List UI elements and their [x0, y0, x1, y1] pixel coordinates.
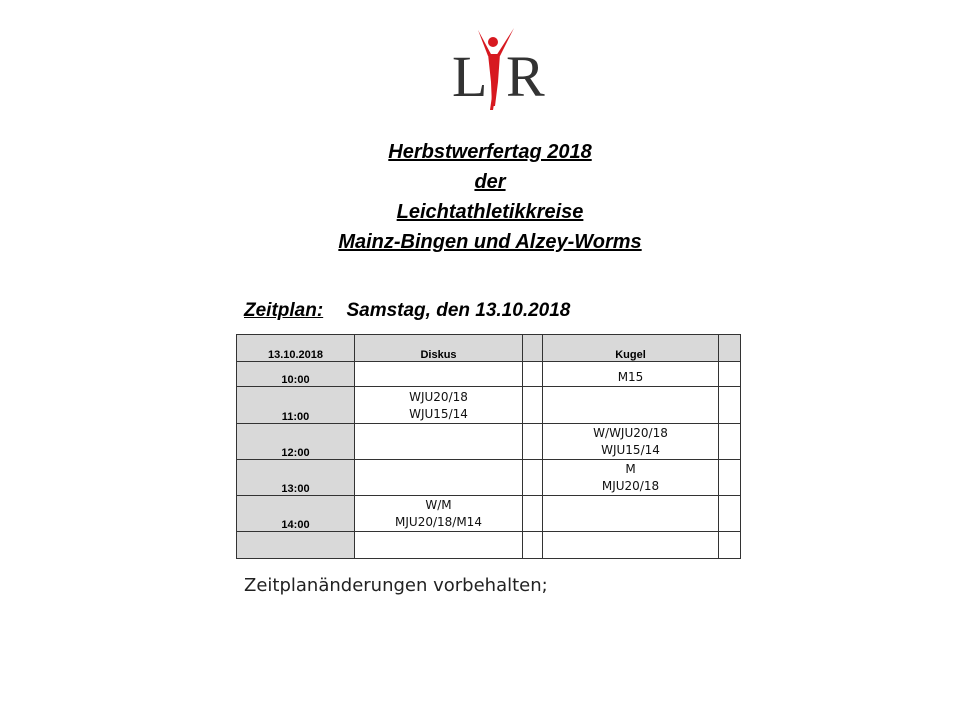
row-time — [237, 532, 355, 559]
logo-letter-r: R — [506, 44, 545, 109]
diskus-cell — [355, 532, 523, 559]
diskus-cell — [355, 460, 523, 496]
diskus-event: WJU20/18 — [409, 390, 468, 404]
spacer-cell — [523, 424, 543, 460]
spacer-cell — [523, 532, 543, 559]
table-row — [237, 532, 741, 559]
schedule-heading — [244, 300, 570, 322]
kugel-cell — [543, 387, 719, 424]
kugel-cell — [543, 460, 719, 496]
logo-letter-l: L — [452, 44, 488, 109]
spacer-cell — [719, 460, 741, 496]
header-diskus: Diskus — [355, 335, 523, 362]
header-spacer-1 — [523, 335, 543, 362]
title-line-2: der — [474, 171, 506, 193]
title-line-3: Leichtathletikkreise — [396, 201, 584, 223]
diskus-cell — [355, 424, 523, 460]
row-time: 11:00 — [237, 387, 355, 424]
footer-note: Zeitplanänderungen vorbehalten; — [244, 575, 548, 596]
spacer-cell — [719, 387, 741, 424]
header-spacer-2 — [719, 335, 741, 362]
spacer-cell — [523, 387, 543, 424]
row-time: 13:00 — [237, 460, 355, 496]
table-row — [237, 460, 741, 496]
kugel-cell — [543, 362, 719, 387]
diskus-event: W/M — [425, 498, 452, 512]
kugel-cell — [543, 424, 719, 460]
spacer-cell — [719, 362, 741, 387]
kugel-cell — [543, 496, 719, 532]
schedule-label: Zeitplan: — [244, 300, 324, 321]
kugel-event: M15 — [617, 370, 644, 384]
spacer-cell — [523, 460, 543, 496]
kugel-event: WJU15/14 — [601, 443, 660, 457]
kugel-event: W/WJU20/18 — [593, 426, 668, 440]
spacer-cell — [719, 496, 741, 532]
spacer-cell — [523, 496, 543, 532]
title-line-4: Mainz-Bingen und Alzey-Worms — [338, 231, 642, 253]
header-kugel: Kugel — [543, 335, 719, 362]
diskus-cell — [355, 362, 523, 387]
row-time: 10:00 — [237, 362, 355, 387]
table-row — [237, 424, 741, 460]
spacer-cell — [523, 362, 543, 387]
kugel-event: M — [625, 462, 636, 476]
spacer-cell — [719, 424, 741, 460]
row-time: 12:00 — [237, 424, 355, 460]
table-row — [237, 496, 741, 532]
diskus-cell — [355, 387, 523, 424]
kugel-cell — [543, 532, 719, 559]
schedule-date: Samstag, den 13.10.2018 — [346, 300, 571, 321]
title-line-1: Herbstwerfertag 2018 — [388, 141, 592, 163]
diskus-cell — [355, 496, 523, 532]
diskus-event: MJU20/18/M14 — [395, 515, 482, 529]
diskus-event: WJU15/14 — [409, 407, 468, 421]
table-header-row — [237, 335, 741, 362]
lvr-logo — [448, 26, 545, 112]
schedule-table — [236, 334, 741, 559]
table-row — [237, 387, 741, 424]
spacer-cell — [719, 532, 741, 559]
header-date: 13.10.2018 — [237, 335, 355, 362]
row-time: 14:00 — [237, 496, 355, 532]
kugel-event: MJU20/18 — [601, 479, 660, 493]
table-row — [237, 362, 741, 387]
document-title — [240, 137, 740, 257]
